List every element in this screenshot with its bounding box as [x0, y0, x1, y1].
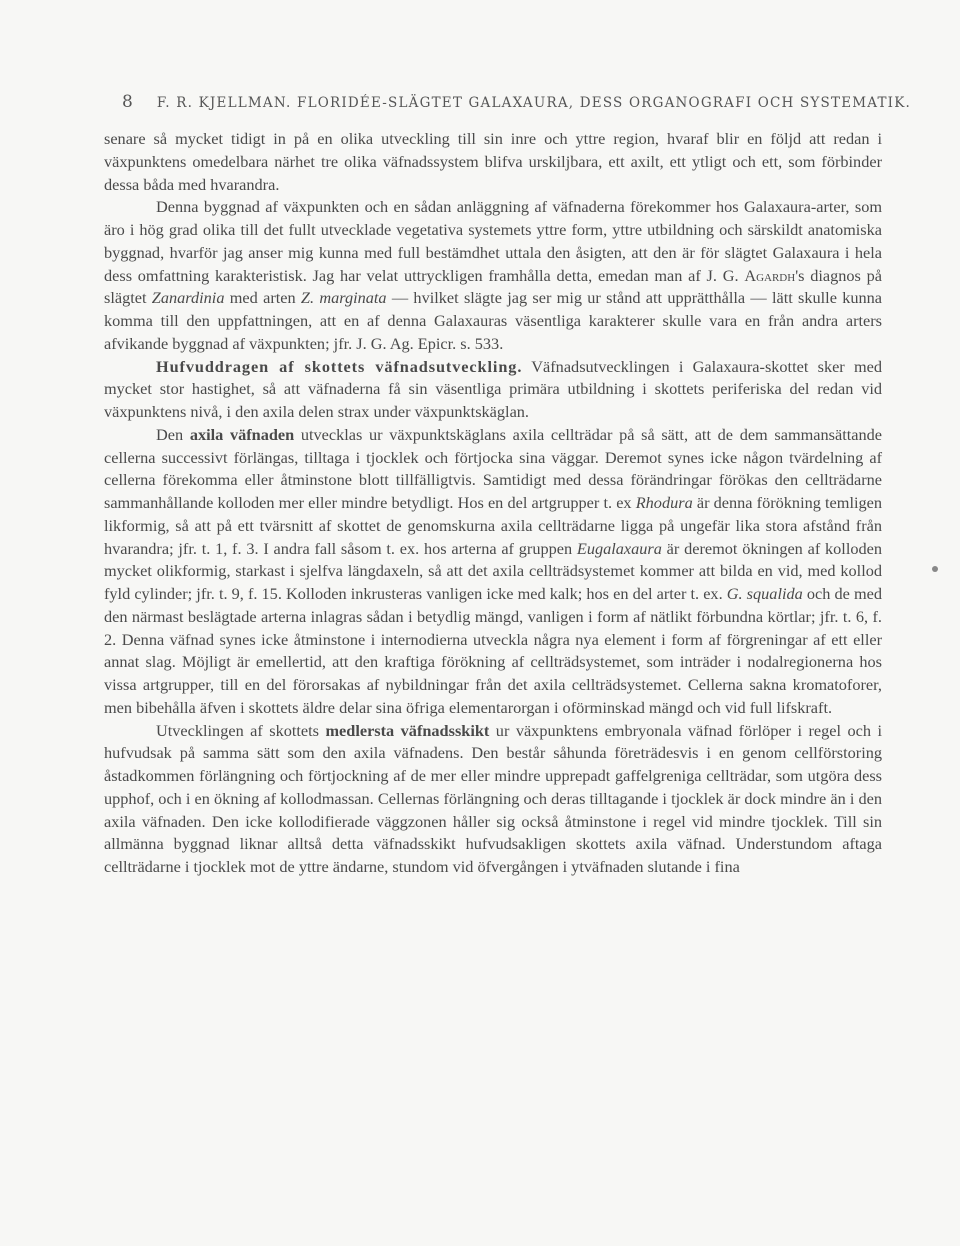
group-eugalaxaura: Eugalaxaura [576, 538, 662, 558]
species-name: Z. marginata [300, 288, 387, 308]
paragraph-1-text: senare så mycket tidigt in på en olika utveckling till sin inre och yttre region, hvaraf blir en följd att redan i växpunktens omedelbara närhet tre olika väfnadssystem blifva urskiljbara, ett axilt, ett ytligt och ett, som förbinder dessa båda med hvarandra. [104, 129, 882, 194]
running-header [122, 92, 911, 112]
p2-text-c: med arten [224, 288, 301, 308]
species-squalida: G. squalida [726, 584, 803, 603]
section-heading: Hufvuddragen af skottets väfnadsutveckling. [156, 356, 523, 376]
p3-text: Väfnadsutvecklingen i Galaxaura-skottet sker med mycket stor hastighet, så att väfnaderna få sin väsentliga primära utbildning i skottets periferiska del redan vid växpunktens nivå, i den axila delen strax under växpunktskäglan. [104, 356, 883, 421]
running-title: F. R. KJELLMAN. FLORIDÉE-SLÄGTET GALAXAURA, DESS ORGANOGRAFI OCH SYSTEMATIK. [156, 95, 911, 111]
term-axila: axila väfnaden [189, 424, 295, 444]
p5-text-a: Utvecklingen af skottets [156, 720, 326, 740]
p2-text-a: Denna byggnad af växpunkten och en sådan anläggning af väfnaderna förekommer hos Galaxaura-arter, som äro i hög grad olika till det fullt utvecklade vegetativa systemets yttre form, yttre utbildning och särskildt anatomiska byggnad, hvarför jag anser mig kunna med full bestämdhet uttala den åsigten, att den är för slägtet Galaxaura i hela dess omfattning karakteristisk. Jag har velat uttryckligen framhålla detta, emedan man af J. G. [104, 197, 882, 285]
p2-text-b: 's diagnos på slägtet [104, 265, 882, 308]
margin-mark [932, 566, 938, 572]
p4-text-a: Den [156, 424, 190, 444]
paragraph-4 [104, 424, 882, 720]
p4-text-e: och de med den närmast beslägtade arterna inlagras sådan i betydlig mängd, vanligen i form af nätlikt förbundna körtlar; jfr. t. 6, f. 2. Denna väfnad synes icke åtminstone i internodierna utveckla några nya element i form af förgreningar af ett eller annat slag. Möjligt är emellertid, att den kraftiga förökning af cellträdsystemet, som inträder i nodalregionerna hos vissa artgrupper, till en del förorsakas af nybildningar från det axila cellträdsystemet. Cellerna sakna kromatoforer, men bibehålla äfven i skottets äldre delar sina öfriga elementarorgan i oförminskad mängd och vid full lifskraft. [104, 584, 882, 717]
paragraph-5 [104, 720, 882, 879]
author-name: Agardh [744, 265, 796, 285]
p5-text-b: ur växpunktens embryonala väfnad förlöper i regel och i hufvudsak på samma sätt som den axila väfnadens. Den består såhunda företrädesvis i en genom cellförstoring åstadkommen förlängning och förtjockning af de mer eller mindre upprepadt gaffelgreniga cellträdar, som utgöra dess upphof, och i en ökning af kollodmassan. Cellernas förlängning och deras tilltagande i tjocklek är dock mindre än i den axila väfnaden. Den icke kollodifierade väggzonen håller sig också åtminstone i regel vid mindre tjocklek. Till sin allmänna byggnad liknar alltså detta väfnadsskikt hufvudsakligen skottets axila väfnad. Understundom aftaga cellträdarne i tjocklek mot de yttre ändarne, stundom vid öfvergången i ytväfnaden slutande i fina [104, 720, 882, 876]
genus-rhodura: Rhodura [635, 493, 693, 512]
term-medlersta: medlersta väfnadsskikt [325, 720, 490, 740]
body-text [104, 128, 882, 879]
p4-text-b: utvecklas ur växpunktskäglans axila cellträdar på så sätt, att de dem sammansättande cellerna successivt förlängas, tilltaga i tjocklek och förtjocka sina väggar. Deremot synes icke någon tvärdelning af cellerna förekomma eller åtminstone blott tillfälligtvis. Samtidigt med dessa förändringar förökas den cellträdarne sammanhållande kolloden mer eller mindre betydligt. Hos en del artgrupper t. ex [104, 424, 882, 512]
genus-name: Zanardinia [151, 288, 225, 308]
page-number: 8 [122, 92, 133, 112]
paragraph-1 [104, 128, 882, 196]
paragraph-2 [104, 196, 882, 355]
p4-text-d: är deremot ökningen af kolloden mycket olikformig, starkast i sjelfva längdaxeln, så att det axila cellträdsystemet kommer att bilda en vid, med kollod fyld cylinder; jfr. t. 9, f. 15. Kolloden inkrusteras vanligen icke med kalk; hos en del arter t. ex. [104, 538, 882, 603]
p2-text-d: — hvilket slägte jag ser mig ur stånd att upprätthålla — lätt skulle kunna komma till den uppfattningen, att en af denna Galaxauras väsentliga karakterer skulle vara en från andra arters afvikande byggnad af växpunkten; jfr. J. G. Ag. Epicr. s. 533. [104, 288, 882, 353]
paragraph-3 [104, 356, 882, 424]
p4-text-c: är denna förökning temligen likformig, så att på ett tvärsnitt af skottet de genomskurna axila cellträdarne ligga på ungefär lika stora afstånd från hvarandra; jfr. t. 1, f. 3. I andra fall såsom t. ex. hos arterna af gruppen [104, 493, 882, 558]
